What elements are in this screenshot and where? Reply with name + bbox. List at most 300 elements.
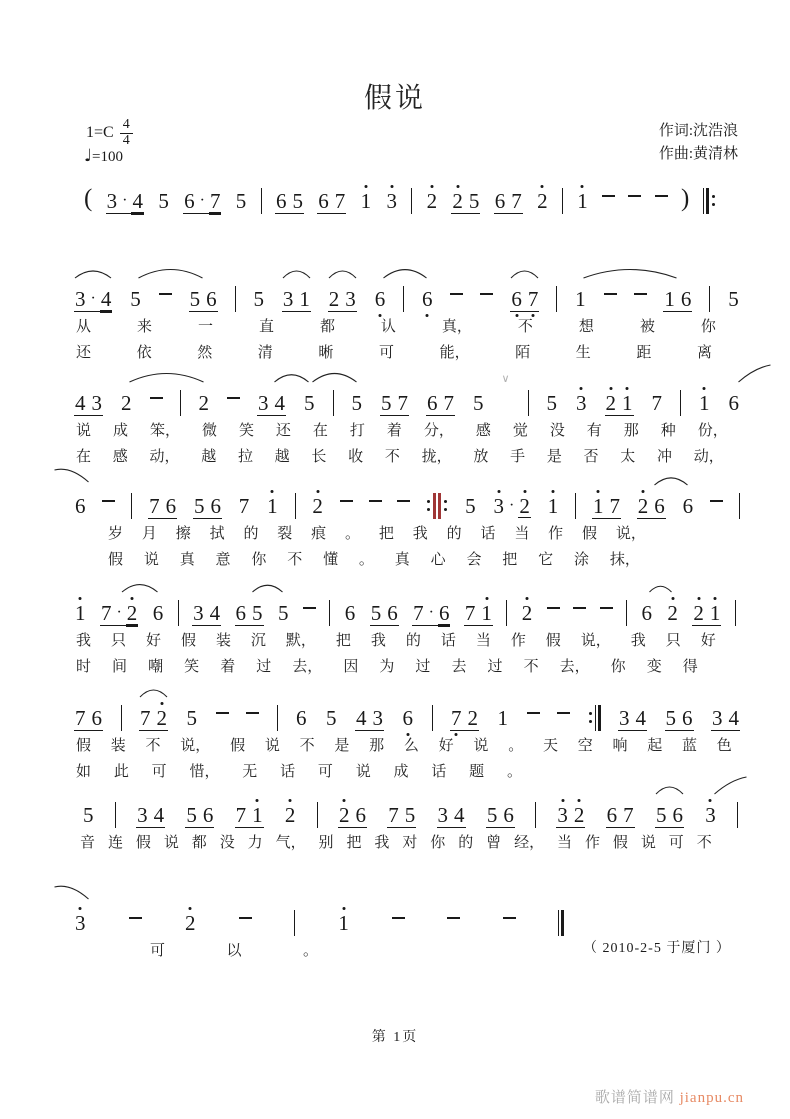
lyric-syllable: 感	[112, 449, 128, 465]
note-group	[575, 393, 588, 416]
note: 1	[592, 496, 605, 517]
lyric-syllable: 装	[110, 738, 126, 754]
note: 7	[464, 601, 476, 625]
note: 7	[527, 289, 540, 310]
note: 2	[284, 805, 297, 826]
note: 3	[345, 287, 356, 311]
note: 5	[235, 189, 247, 213]
lyric-syllable: 话	[440, 633, 456, 649]
lyric-syllable: 打	[349, 423, 365, 439]
lyrics-row-1	[76, 629, 716, 650]
note-group	[426, 191, 439, 214]
note: 5	[186, 706, 197, 730]
octave-dot-above	[703, 387, 706, 390]
lyric-syllable: 假	[135, 835, 151, 851]
lyric-syllable: 微	[201, 423, 217, 439]
note: 5	[381, 391, 392, 415]
slur-arcs	[54, 572, 756, 598]
lyrics-row-1	[76, 734, 732, 755]
note: 3	[712, 706, 723, 730]
lyric-syllable: 只	[665, 633, 681, 649]
octave-dot-above	[580, 387, 583, 390]
lyric-syllable: 感	[475, 423, 491, 439]
slur-arcs	[54, 465, 760, 491]
lyric-syllable: 说	[143, 552, 159, 568]
lyric-syllable: 不	[145, 738, 161, 754]
note: 7	[235, 803, 247, 827]
lyric-syllable: 越	[201, 449, 217, 465]
note-group	[665, 708, 694, 731]
note-group	[129, 289, 142, 312]
note-group	[380, 393, 409, 416]
lyric-syllable: 都	[191, 835, 207, 851]
notation-system-5	[0, 596, 790, 675]
lyric-syllable: 说	[264, 738, 280, 754]
lyric-syllable: 说	[640, 835, 656, 851]
lyric-syllable: 对	[402, 835, 418, 851]
note-group	[355, 708, 384, 731]
lyric-syllable: 笑	[238, 423, 254, 439]
duration-dash	[710, 500, 723, 502]
note: 3	[372, 706, 383, 730]
duration-dash	[392, 917, 405, 919]
lyric-syllable: 色	[716, 738, 732, 754]
note-group	[148, 496, 177, 519]
barline	[115, 801, 116, 828]
note: 7	[100, 601, 112, 625]
lyric-syllable: 距	[636, 345, 652, 361]
lyric-syllable: 嘲	[148, 659, 164, 675]
note-group	[592, 496, 621, 519]
note-group	[464, 496, 477, 519]
note: 1	[709, 603, 722, 624]
lyric-syllable: 不	[384, 449, 400, 465]
lyric-syllable: 。	[508, 738, 524, 754]
note-group	[451, 191, 480, 214]
note: 2	[184, 913, 197, 934]
note-group	[402, 708, 415, 731]
note-group	[152, 603, 165, 626]
lyrics-row-2	[76, 655, 698, 676]
note-group	[74, 603, 87, 626]
breath-mark-icon: ∨	[501, 373, 510, 385]
note: 1	[575, 287, 586, 311]
site-watermark	[595, 1086, 744, 1107]
note: 5	[292, 189, 303, 213]
note: 3	[106, 189, 118, 213]
lyric-syllable: 在	[312, 423, 328, 439]
note: 6	[355, 803, 366, 827]
note-group	[727, 289, 740, 312]
note: 6	[421, 289, 434, 310]
lyric-syllable: 你	[251, 552, 267, 568]
lyric-syllable: 真	[179, 552, 195, 568]
octave-dot-above	[561, 799, 564, 802]
note: 6	[606, 803, 618, 827]
note-group	[640, 603, 653, 626]
octave-dot-above	[609, 387, 612, 390]
lyrics-row-2	[76, 445, 724, 466]
note-group	[74, 913, 87, 936]
octave-dot-above	[79, 597, 82, 600]
note: 2	[156, 708, 169, 729]
barline	[535, 801, 536, 828]
lyric-syllable: 以	[226, 943, 242, 959]
lyric-syllable: 是	[334, 738, 350, 754]
note: 4	[728, 706, 739, 730]
note-group	[235, 191, 248, 214]
note: 2	[121, 391, 132, 415]
lyric-syllable: 因	[343, 659, 359, 675]
note: 4	[209, 601, 221, 625]
note-group	[556, 805, 585, 828]
octave-dot-above	[626, 387, 629, 390]
lyric-syllable: 假	[612, 835, 628, 851]
note-group	[136, 805, 165, 828]
note: 5	[83, 803, 94, 827]
lyric-syllable: 去，	[292, 659, 323, 675]
lyric-syllable: 的	[405, 633, 421, 649]
duration-dash	[227, 397, 240, 399]
note-group	[666, 603, 679, 626]
lyric-syllable: 时	[76, 659, 92, 675]
note-group	[317, 191, 346, 214]
note: 7	[609, 494, 620, 518]
time-signature	[120, 118, 133, 148]
note: 7	[450, 708, 463, 729]
note-group	[295, 708, 308, 731]
note-group	[426, 393, 455, 416]
barline	[739, 492, 740, 519]
lyric-syllable: 当	[475, 633, 491, 649]
lyric-syllable: 变	[646, 659, 662, 675]
octave-dot-above	[342, 907, 345, 910]
notation-system-6	[0, 701, 790, 780]
dot-separator: ·	[199, 191, 205, 209]
lyric-syllable: 蓝	[682, 738, 698, 754]
barline	[709, 285, 710, 312]
barline	[506, 599, 507, 626]
barline	[562, 187, 563, 214]
note: 2	[536, 191, 549, 212]
note: 2	[573, 805, 586, 826]
octave-dot-above	[526, 597, 529, 600]
note: 1	[576, 191, 589, 212]
lyric-syllable: 不	[299, 738, 315, 754]
note: 3	[556, 805, 569, 826]
note: 2	[605, 393, 618, 414]
note: 5	[277, 601, 289, 625]
note: 7	[140, 706, 151, 730]
note: 1	[266, 496, 279, 517]
duration-dash	[655, 195, 668, 197]
slur-arcs	[54, 258, 760, 284]
note: 7	[443, 391, 454, 415]
note: 6	[402, 708, 415, 729]
note-group	[185, 805, 214, 828]
parenthesis: (	[84, 184, 93, 212]
note: 7	[413, 601, 424, 625]
lyric-syllable: 天	[542, 738, 558, 754]
notation-row	[74, 282, 740, 312]
note-group	[303, 393, 316, 416]
quarter-note-icon: ♩	[84, 146, 93, 166]
note-group	[360, 191, 373, 214]
octave-dot-above	[430, 185, 433, 188]
lyric-syllable: 觉	[512, 423, 528, 439]
note-group	[663, 289, 692, 312]
lyric-syllable: 成	[112, 423, 128, 439]
lyric-syllable: 过	[487, 659, 503, 675]
begin-repeat-barline	[703, 187, 716, 214]
lyrics-row-1	[108, 522, 646, 543]
slur-arcs	[54, 362, 760, 388]
lyric-syllable: 沉	[250, 633, 266, 649]
lyric-syllable: 如	[76, 764, 92, 780]
barline	[403, 285, 404, 312]
lyric-syllable: 依	[136, 345, 152, 361]
lyric-syllable: 离	[696, 345, 712, 361]
lyric-syllable: 空	[577, 738, 593, 754]
note: 4	[153, 803, 165, 827]
note: 1	[337, 913, 350, 934]
lyric-syllable: 默，	[285, 633, 316, 649]
note-group	[574, 289, 587, 312]
octave-dot-above	[456, 185, 459, 188]
lyric-syllable: 。	[506, 764, 522, 780]
lyric-syllable: 话	[280, 764, 296, 780]
lyric-syllable: 话	[480, 526, 496, 542]
lyric-syllable: 晰	[318, 345, 334, 361]
lyric-syllable: 抹，	[609, 552, 640, 568]
lyric-syllable: 我	[374, 835, 390, 851]
note-group	[351, 393, 364, 416]
lyric-syllable: 拭	[209, 526, 225, 542]
note-group	[521, 603, 534, 626]
note-group	[284, 805, 297, 828]
note-group	[618, 708, 647, 731]
page-number: 第 1页	[371, 1030, 419, 1045]
lyric-syllable: 涂	[573, 552, 589, 568]
lyric-syllable: 都	[319, 319, 335, 335]
note: 6	[184, 189, 195, 213]
lyric-syllable: 去，	[559, 659, 590, 675]
note: 1	[621, 393, 634, 414]
duration-dash	[557, 712, 570, 714]
note-group	[510, 289, 539, 312]
note: 5	[304, 391, 315, 415]
note-group	[692, 603, 721, 626]
note: 5	[546, 391, 557, 415]
lyric-syllable: 假	[230, 738, 246, 754]
octave-dot-above	[671, 597, 674, 600]
barline	[317, 801, 318, 828]
lyric-syllable: 你	[610, 659, 626, 675]
lyrics-row-2	[76, 341, 712, 362]
note-group	[605, 393, 634, 416]
lyric-syllable: 的	[243, 526, 259, 542]
lyric-syllable: 假	[76, 738, 92, 754]
barline	[261, 187, 262, 214]
dot-separator: ·	[122, 191, 128, 209]
lyric-syllable: 能，	[439, 345, 470, 361]
note-group	[252, 289, 265, 312]
lyric-syllable: 起	[647, 738, 663, 754]
octave-dot-above	[541, 185, 544, 188]
lyric-syllable: 认	[380, 319, 396, 335]
note: 3	[437, 803, 449, 827]
note-group	[74, 496, 87, 519]
note: 1	[698, 393, 711, 414]
lyric-syllable: 连	[107, 835, 123, 851]
lyric-syllable: 可	[317, 764, 333, 780]
notation-row	[74, 906, 564, 936]
note-group	[412, 602, 450, 626]
lyric-syllable: 太	[620, 449, 636, 465]
note-group	[157, 191, 170, 214]
octave-dot-above	[289, 799, 292, 802]
octave-dot-above	[497, 490, 500, 493]
note: 6	[427, 391, 438, 415]
lyric-syllable: 着	[220, 659, 236, 675]
note-group	[450, 708, 479, 731]
octave-dot-above	[642, 490, 645, 493]
octave-dot-above	[271, 490, 274, 493]
note-group	[682, 496, 695, 519]
note: 2	[692, 603, 705, 624]
lyric-syllable: 可	[378, 345, 394, 361]
notation-system-3	[0, 373, 790, 465]
key-signature	[86, 118, 133, 148]
duration-dash	[246, 712, 259, 714]
note: 7	[75, 706, 86, 730]
note-group	[437, 805, 466, 828]
notation-system-4	[0, 489, 790, 568]
note: 2	[637, 496, 650, 517]
duration-dash	[216, 712, 229, 714]
lyrics-row-1	[76, 419, 728, 440]
slur-arcs	[54, 677, 760, 703]
lyric-syllable: 好	[145, 633, 161, 649]
note: 5	[130, 287, 141, 311]
dot-separator: ·	[90, 289, 96, 307]
barline	[735, 599, 736, 626]
note: 6	[235, 601, 247, 625]
note: 5	[655, 803, 667, 827]
lyric-syllable: 清	[257, 345, 273, 361]
note: 6	[654, 494, 665, 518]
lyric-syllable: 无	[242, 764, 258, 780]
note: 2	[666, 603, 679, 624]
duration-dash	[102, 500, 115, 502]
note: 4	[454, 803, 465, 827]
note: 1	[299, 287, 310, 311]
dot-separator: ·	[509, 496, 515, 514]
note: 5	[189, 287, 201, 311]
note-group	[472, 393, 485, 416]
lyric-syllable: 你	[430, 835, 446, 851]
lyric-syllable: 从	[76, 319, 92, 335]
lyric-syllable: 去	[451, 659, 467, 675]
parenthesis: )	[681, 184, 690, 212]
lyric-syllable: 经，	[514, 835, 545, 851]
note-group	[74, 393, 103, 416]
duration-dash	[450, 293, 463, 295]
notation-system-2	[0, 282, 790, 361]
lyric-syllable: 心	[430, 552, 446, 568]
lyrics-row-2	[108, 548, 640, 569]
note-group	[698, 393, 711, 416]
note: 6	[438, 601, 450, 625]
note: 3	[75, 287, 86, 311]
note-group	[606, 805, 635, 828]
note: 3	[619, 706, 630, 730]
barline	[294, 909, 295, 936]
barline	[235, 285, 236, 312]
note-group	[547, 496, 560, 519]
date-place-signoff: （ 2010-2-5 于厦门 ）	[583, 941, 731, 956]
duration-dash	[602, 195, 615, 197]
note: 6	[210, 494, 221, 518]
lyric-syllable: 动，	[693, 449, 724, 465]
double-repeat-barline	[426, 492, 448, 519]
lyric-syllable: 可	[668, 835, 684, 851]
lyric-syllable: 拉	[237, 449, 253, 465]
note: 4	[100, 287, 112, 311]
duration-dash	[239, 917, 252, 919]
barline	[575, 492, 576, 519]
note: 5	[351, 391, 362, 415]
note: 6	[682, 494, 694, 518]
note: 2	[328, 287, 340, 311]
watermark-site-link[interactable]: jianpu.cn	[679, 1090, 744, 1106]
note: 5	[465, 494, 476, 518]
repeat-dots	[588, 712, 593, 723]
lyric-syllable: 说	[163, 835, 179, 851]
lyric-syllable: 一	[197, 319, 213, 335]
barline	[180, 389, 181, 416]
note: 7	[397, 391, 408, 415]
lyrics-row-1	[76, 315, 716, 336]
lyric-syllable: 作	[584, 835, 600, 851]
note: 7	[209, 189, 221, 213]
barline	[556, 285, 557, 312]
meter-denominator: 4	[122, 132, 130, 148]
barline	[626, 599, 627, 626]
dot-separator: ·	[116, 603, 122, 621]
note: 4	[75, 391, 86, 415]
note-group	[704, 805, 717, 828]
lyric-syllable: 我	[412, 526, 428, 542]
note: 4	[635, 706, 646, 730]
notation-row	[74, 701, 740, 731]
lyric-syllable: 着	[386, 423, 402, 439]
octave-dot-above	[523, 490, 526, 493]
note: 5	[252, 601, 263, 625]
lyric-syllable: 响	[612, 738, 628, 754]
lyric-syllable: 会	[466, 552, 482, 568]
note-group	[183, 190, 221, 214]
note: 6	[682, 706, 693, 730]
lyric-syllable: 还	[275, 423, 291, 439]
lyric-syllable: 冲	[657, 449, 673, 465]
note-group	[238, 496, 251, 519]
note-group	[184, 913, 197, 936]
note-group	[385, 191, 398, 214]
note-group	[464, 603, 493, 626]
note: 2	[198, 391, 209, 415]
note: 3	[282, 287, 294, 311]
